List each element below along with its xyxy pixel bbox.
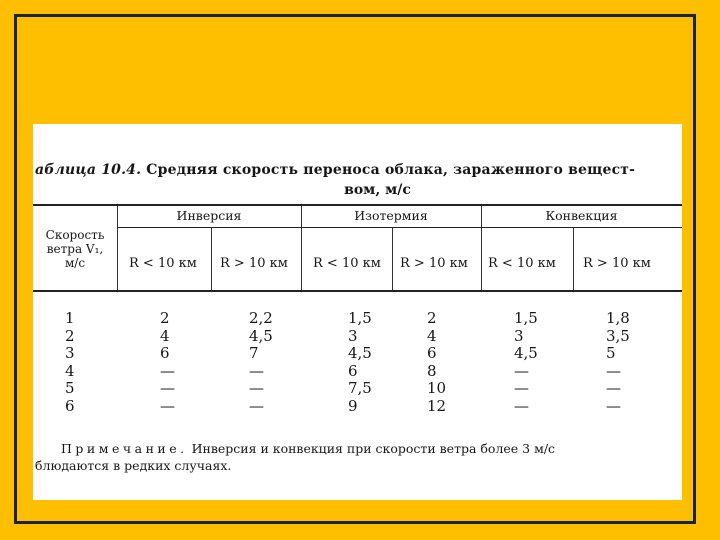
- sub-header: R < 10 км: [313, 256, 381, 271]
- table-cell: 3,5: [606, 326, 630, 345]
- stub-cell: 2: [65, 326, 75, 345]
- table-cell: 2,2: [249, 309, 273, 327]
- table-cell: 8: [427, 361, 437, 380]
- column-inversion-far: [249, 310, 273, 415]
- column-inversion-near: [160, 310, 175, 415]
- sub-divider-3: [573, 228, 574, 290]
- table-cell: 5: [606, 344, 616, 362]
- group-header-convection: Конвекция: [545, 208, 618, 223]
- column-convection-far: [606, 310, 630, 415]
- note-label: Примечание.: [61, 441, 188, 456]
- stub-header-line: Скорость: [45, 228, 105, 242]
- table-cell: 1,5: [348, 309, 372, 327]
- table-cell: —: [249, 396, 264, 415]
- table-cell: 4: [160, 326, 170, 345]
- stub-cell: 1: [65, 309, 75, 327]
- note-line-1: [35, 440, 675, 457]
- sub-divider-1: [211, 228, 212, 290]
- table-cell: —: [514, 379, 529, 397]
- caption-prefix: аблица 10.4.: [35, 162, 142, 178]
- table-cell: 6: [160, 344, 170, 362]
- stub-header: [35, 228, 115, 270]
- stub-cell: 6: [65, 396, 75, 415]
- table-cell: —: [160, 396, 175, 415]
- table-cell: 6: [427, 344, 437, 362]
- table-cell: 2: [427, 309, 437, 327]
- scanned-table-image: [33, 124, 682, 500]
- caption-line-2: вом, м/с: [344, 182, 411, 198]
- sub-divider-2: [392, 228, 393, 290]
- table-cell: 7,5: [348, 379, 372, 397]
- table-cell: 1,5: [514, 309, 538, 327]
- table-cell: 3: [514, 326, 524, 345]
- table-cell: —: [606, 396, 621, 415]
- table-cell: —: [249, 379, 264, 397]
- table-cell: —: [160, 379, 175, 397]
- stub-cell: 5: [65, 379, 75, 397]
- table-cell: —: [160, 361, 175, 380]
- table-caption: [33, 160, 682, 200]
- caption-line-1: [33, 160, 682, 180]
- table-cell: 10: [427, 379, 447, 397]
- table-cell: 4: [427, 326, 437, 345]
- table-cell: 1,8: [606, 309, 630, 327]
- table-cell: —: [514, 396, 529, 415]
- table-cell: 7: [249, 344, 259, 362]
- table-cell: 12: [427, 396, 447, 415]
- table-cell: 4,5: [249, 326, 273, 345]
- stub-cell: 3: [65, 344, 75, 362]
- note-text-1: Инверсия и конвекция при скорости ветра более 3 м/с: [191, 441, 556, 456]
- table-cell: 4,5: [514, 344, 538, 362]
- stub-column: [65, 310, 75, 415]
- column-isothermia-far: [427, 310, 446, 415]
- table-cell: —: [606, 361, 621, 380]
- top-rule: [33, 204, 682, 206]
- sub-header: R < 10 км: [488, 256, 556, 271]
- group-header-rule: [117, 227, 682, 228]
- stub-header-line: ветра V₁,: [46, 242, 104, 256]
- sub-header: R > 10 км: [220, 256, 288, 271]
- table-cell: 4,5: [348, 344, 372, 362]
- header-bottom-rule: [33, 290, 682, 292]
- note-line-2: блюдаются в редких случаях.: [35, 458, 232, 473]
- caption-text: Средняя скорость переноса облака, зараженного вещест-: [146, 162, 636, 178]
- table-cell: 6: [348, 361, 358, 380]
- column-convection-near: [514, 310, 538, 415]
- table-note: [35, 440, 675, 474]
- table-cell: —: [249, 361, 264, 380]
- stub-header-line: м/с: [64, 256, 86, 270]
- group-header-isothermia: Изотермия: [354, 208, 428, 223]
- sub-header: R > 10 км: [400, 256, 468, 271]
- table-cell: —: [514, 361, 529, 380]
- table-cell: 3: [348, 326, 358, 345]
- table-cell: 2: [160, 309, 170, 327]
- sub-header: R < 10 км: [129, 256, 197, 271]
- sub-header: R > 10 км: [583, 256, 651, 271]
- group-header-inversion: Инверсия: [176, 208, 242, 223]
- table-cell: 9: [348, 396, 358, 415]
- column-isothermia-near: [348, 310, 372, 415]
- stub-cell: 4: [65, 361, 75, 380]
- table-cell: —: [606, 379, 621, 397]
